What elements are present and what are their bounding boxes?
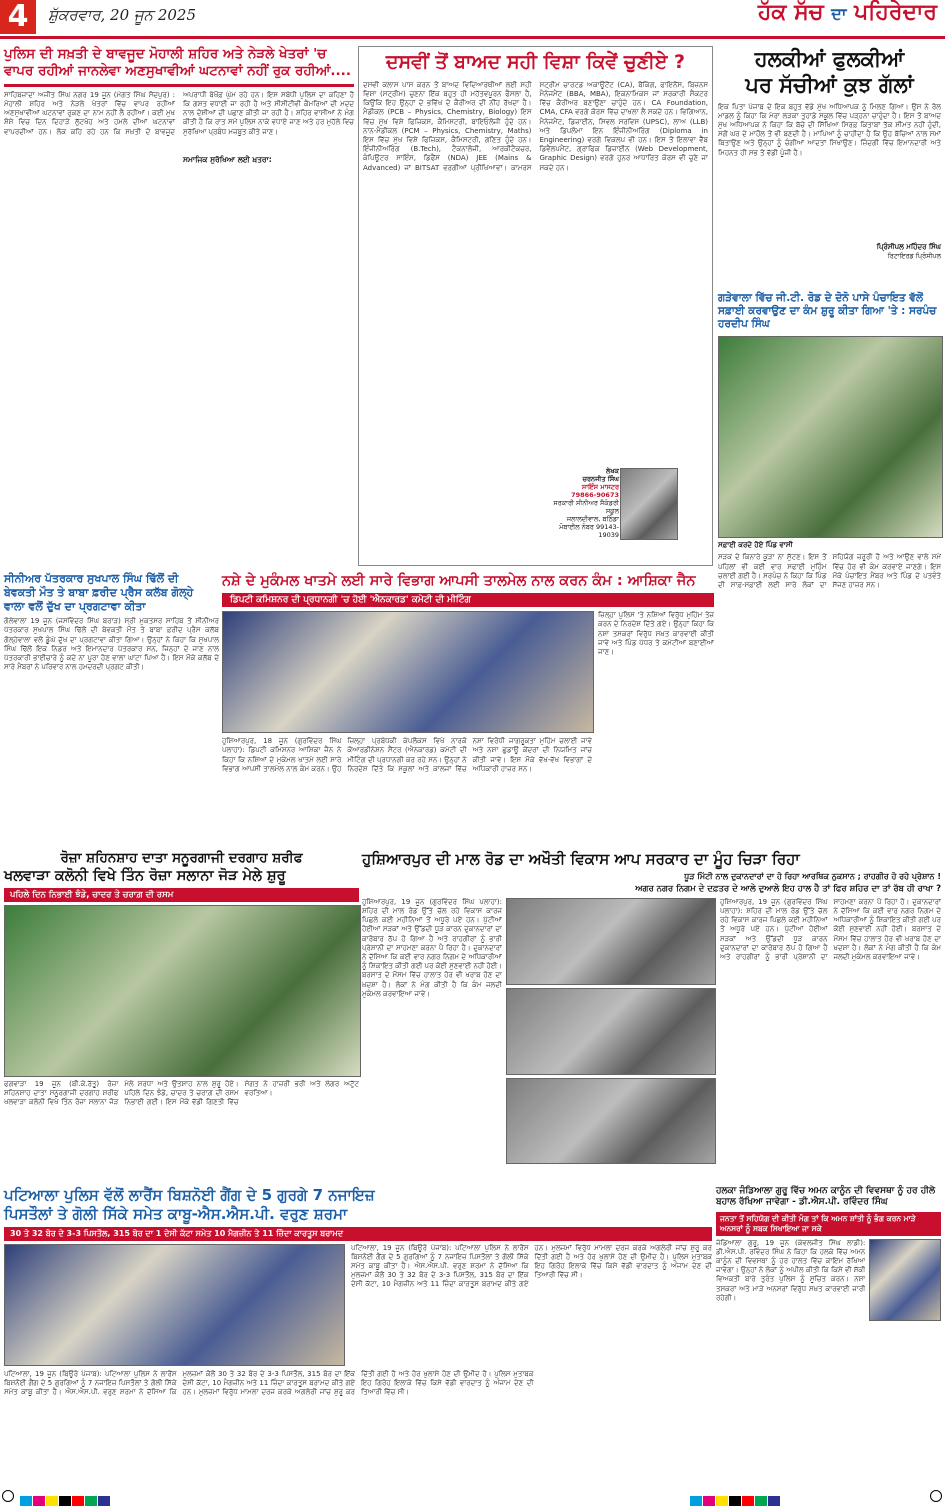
story-light: [718, 46, 941, 286]
journalist-headline-1: ਸੀਨੀਅਰ ਪੱਤਰਕਾਰ ਸੁਖਪਾਲ ਸਿੰਘ ਢਿੱਲੋਂ ਦੀ: [4, 572, 179, 585]
mallroad-photo-2: [506, 988, 716, 1075]
patiala-body: ਪਟਿਆਲਾ, 19 ਜੂਨ (ਬਿਊਰੋ ਪੰਜਾਬ): ਪਟਿਆਲਾ ਪੁਲਿਸ ਨੇ ਲਾਰੈਂਸ ਬਿਸ਼ਨੋਈ ਗੈਂਗ ਦੇ 5 ਗੁਰਗਿਆਂ ਨੂੰ 7 ਨਜਾਇਜ਼ ਪਿਸਤੌਲਾਂ ਤੇ ਗੋਲੀ ਸਿੱਕੇ ਸਮੇਤ ਕਾਬੂ ਕੀਤਾ ਹੈ। ਐਸ.ਐਸ.ਪੀ. ਵਰੁਣ ਸ਼ਰਮਾ ਨੇ ਦੱਸਿਆ ਕਿ ਮੁਲਜ਼ਮਾਂ ਕੋਲੋਂ 30 ਤੇ 32 ਬੋਰ ਦੇ 3-3 ਪਿਸਤੌਲ, 315 ਬੋਰ ਦਾ ਇੱਕ ਦੇਸੀ ਕੱਟਾ, 10 ਮੈਗਜ਼ੀਨ ਅਤੇ 11 ਜ਼ਿੰਦਾ ਕਾਰਤੂਸ ਬਰਾਮਦ ਕੀਤੇ ਗਏ ਹਨ। ਮੁਲਜ਼ਮਾਂ ਵਿਰੁੱਧ ਮਾਮਲਾ ਦਰਜ ਕਰਕੇ ਅਗਲੇਰੀ ਜਾਂਚ ਸ਼ੁਰੂ ਕਰ ਦਿੱਤੀ ਗਈ ਹੈ ਅਤੇ ਹੋਰ ਖੁਲਾਸੇ ਹੋਣ ਦੀ ਉਮੀਦ ਹੈ। ਪੁਲਿਸ ਮੁਤਾਬਕ ਇਹ ਗਿਰੋਹ ਇਲਾਕੇ ਵਿੱਚ ਕਿਸੇ ਵੱਡੀ ਵਾਰਦਾਤ ਨੂੰ ਅੰਜਾਮ ਦੇਣ ਦੀ ਤਿਆਰੀ ਵਿੱਚ ਸੀ।: [4, 1369, 534, 1396]
registration-mark-left: [2, 1490, 14, 1502]
story-police-subhead: ਸਮਾਜਿਕ ਸੁਰੱਖਿਆ ਲਈ ਖ਼ਤਰਾ:: [183, 155, 272, 164]
author-name: ਚਰਨਜੀਤ ਸਿੰਘ: [582, 475, 619, 483]
story-education-body: ਦਸਵੀਂ ਕਲਾਸ ਪਾਸ ਕਰਨ ਤੋਂ ਬਾਅਦ ਵਿਦਿਆਰਥੀਆਂ ਲਈ ਸਹੀ ਵਿਸ਼ਾ (ਸਟ੍ਰੀਮ) ਚੁਣਨਾ ਇੱਕ ਬਹੁਤ ਹੀ ਮਹੱਤਵਪੂਰਨ ਫੈਸਲਾ ਹੈ, ਕਿਉਂਕਿ ਇਹ ਉਨ੍ਹਾਂ ਦੇ ਭਵਿੱਖ ਦੇ ਕੈਰੀਅਰ ਦੀ ਨੀਂਹ ਰੱਖਦਾ ਹੈ। ਮੈਡੀਕਲ (PCB – Physics, Chemistry, Biology) ਇਸ ਵਿੱਚ ਮੁੱਖ ਵਿਸ਼ੇ ਫਿਜ਼ਿਕਸ, ਕੈਮਿਸਟਰੀ, ਬਾਇਓਲੋਜੀ ਹੁੰਦੇ ਹਨ। ਨਾਨ-ਮੈਡੀਕਲ (PCM – Physics, Chemistry, Maths) ਇਸ ਵਿੱਚ ਮੁੱਖ ਵਿਸ਼ੇ ਫਿਜ਼ਿਕਸ, ਕੈਮਿਸਟਰੀ, ਗਣਿਤ ਹੁੰਦੇ ਹਨ। ਇੰਜੀਨੀਅਰਿੰਗ (B.Tech), ਟੈਕਨਾਲੋਜੀ, ਆਰਕੀਟੈਕਚਰ, ਕੰਪਿਊਟਰ ਸਾਇੰਸ, ਡਿਫੈਂਸ (NDA) JEE (Mains & Advanced) ਜਾਂ BITSAT ਵਰਗੀਆਂ ਪ੍ਰੀਖਿਆਵਾਂ। ਕਾਮਰਸ ਸਟ੍ਰੀਮ ਚਾਰਟਡ ਅਕਾਊਂਟੈਂਟ (CA), ਬੈਂਕਿੰਗ, ਫਾਇਨੈਂਸ, ਬਿਜ਼ਨਸ ਮੈਨੇਜਮੈਂਟ (BBA, MBA), ਇਕਨਾਮਿਕਸ ਜਾਂ ਸਰਕਾਰੀ ਸੈਕਟਰ ਵਿੱਚ ਕੈਰੀਅਰ ਬਣਾਉਣਾ ਚਾਹੁੰਦੇ ਹਨ। CA Foundation, CMA, CFA ਵਰਗੇ ਕੋਰਸ ਵਿੱਚ ਦਾਖਲਾ ਲੈ ਸਕਦੇ ਹਨ। ਵਿਗਿਆਨ, ਮੈਨੇਜਮੈਂਟ, ਡਿਜ਼ਾਈਨ, ਸਿਵਲ ਸਰਵਿਸ (UPSC), ਲਾਅ (LLB) ਅਤੇ ਡਿਪਲੋਮਾ ਇਨ ਇੰਜੀਨੀਅਰਿੰਗ (Diploma in Engineering) ਵਰਗੇ ਵਿਕਲਪ ਵੀ ਹਨ। ਇਸ ਤੋਂ ਇਲਾਵਾ ਵੈੱਬ ਡਿਵੈਲਪਮੈਂਟ, ਗ੍ਰਾਫਿਕ ਡਿਜ਼ਾਈਨ (Web Development, Graphic Design) ਵਰਗੇ ਹੁਨਰ ਆਧਾਰਿਤ ਕੋਰਸ ਵੀ ਚੁਣੇ ਜਾ ਸਕਦੇ ਹਨ।: [363, 80, 708, 172]
author-mobile: ਮੋਬਾਈਲ ਨੰਬਰ 99143-19039: [559, 523, 619, 539]
issue-date: ਸ਼ੁੱਕਰਵਾਰ, 20 ਜੂਨ 2025: [48, 6, 197, 24]
story-dargah: [4, 850, 359, 1182]
journalist-headline-3: ਵਾਲਾ ਵਲੋਂ ਦੁੱਖ ਦਾ ਪ੍ਰਗਟਾਵਾ ਕੀਤਾ: [4, 599, 146, 613]
masthead-part1: ਹੱਕ ਸੱਚ: [757, 0, 824, 25]
masthead-part2: ਦਾ: [831, 4, 847, 23]
dargah-photo: [4, 905, 361, 1077]
registration-mark-right: [930, 1490, 942, 1502]
header-rule: [0, 36, 945, 39]
author-phone: 79866-90673: [571, 491, 619, 499]
story-mallroad: [362, 850, 941, 1182]
dargah-body: ਫਗਵਾੜਾ 19 ਜੂਨ (ਬੀ.ਕੇ.ਰੱਤੂ) ਰੋਜ਼ਾ ਸ਼ਹਿਨਸ਼ਾਹ ਦਾਤਾ ਸਨੂਰਗਾਜੀ ਦਰਗਾਹ ਸ਼ਰੀਫ ਖਲਵਾੜਾ ਕਲੋਨੀ ਵਿਖੇ ਤਿੰਨ ਰੋਜ਼ਾ ਸਲਾਨਾ ਜੋੜ ਮੇਲੇ ਸ਼ਰਧਾ ਅਤੇ ਉਤਸ਼ਾਹ ਨਾਲ ਸ਼ੁਰੂ ਹੋਏ। ਪਹਿਲੇ ਦਿਨ ਝੰਡੇ, ਚਾਦਰ ਤੇ ਚਰਾਗ਼ ਦੀ ਰਸਮ ਨਿਭਾਈ ਗਈ। ਇਸ ਮੌਕੇ ਵੱਡੀ ਗਿਣਤੀ ਵਿੱਚ ਸੰਗਤ ਨੇ ਹਾਜ਼ਰੀ ਭਰੀ ਅਤੇ ਲੰਗਰ ਅਟੁੱਟ ਵਰਤਿਆ।: [4, 1080, 359, 1107]
color-swatch: [703, 1496, 715, 1506]
story-light-body: ਇਕ ਪਿਤਾ ਪੰਜਾਬ ਦੇ ਇਕ ਬਹੁਤ ਵੱਡੇ ਮੁੱਖ ਅਧਿਆਪਕ ਨੂੰ ਮਿਲਣ ਗਿਆ। ਉਸ ਨੇ ਰੋਲ ਮਾਡਲ ਨੂੰ ਕਿਹਾ ਕਿ ਮੇਰਾ ਲੜਕਾ ਤੁਹਾਡੇ ਸਕੂਲ ਵਿੱਚ ਪੜ੍ਹਨਾ ਚਾਹੁੰਦਾ ਹੈ। ਇਸ ਤੋਂ ਬਾਅਦ ਮੁੱਖ ਅਧਿਆਪਕ ਨੇ ਕਿਹਾ ਕਿ ਬੱਚੇ ਦੀ ਸਿੱਖਿਆ ਸਿਰਫ਼ ਕਿਤਾਬਾਂ ਤੱਕ ਸੀਮਤ ਨਹੀਂ ਹੁੰਦੀ, ਸਗੋਂ ਘਰ ਦੇ ਮਾਹੌਲ ਤੋਂ ਵੀ ਬਣਦੀ ਹੈ। ਮਾਪਿਆਂ ਨੂੰ ਚਾਹੀਦਾ ਹੈ ਕਿ ਉਹ ਬੱਚਿਆਂ ਨਾਲ ਸਮਾਂ ਬਿਤਾਉਣ ਅਤੇ ਉਨ੍ਹਾਂ ਨੂੰ ਚੰਗੀਆਂ ਆਦਤਾਂ ਸਿਖਾਉਣ। ਜ਼ਿੰਦਗੀ ਵਿੱਚ ਇਮਾਨਦਾਰੀ ਅਤੇ ਮਿਹਨਤ ਹੀ ਸਭ ਤੋਂ ਵੱਡੀ ਪੂੰਜੀ ਹੈ।: [718, 102, 941, 157]
road-photo: [718, 336, 943, 538]
story-road-headline: ਗੜੇਵਾਲਾ ਵਿੱਚ ਜੀ.ਟੀ. ਰੋਡ ਦੇ ਦੋਨੋ ਪਾਸੇ ਪੰਚਾਇਤ ਵੱਲੋਂ ਸਫ਼ਾਈ ਕਰਵਾਉਣ ਦਾ ਕੰਮ ਸ਼ੁਰੂ ਕੀਤਾ ਗਿਆ 'ਤੇ : ਸਰਪੰਚ ਹਰਦੀਪ ਸਿੰਘ: [718, 292, 937, 331]
author-photo: [620, 468, 678, 540]
author-location: ਜਲਾਲਦੀਵਾਲ, ਬਠਿੰਡਾ: [566, 515, 619, 523]
story-kanpur: [716, 1186, 941, 1486]
color-swatch: [98, 1496, 110, 1506]
story-drugs-headline: ਨਸ਼ੇ ਦੇ ਮੁਕੰਮਲ ਖਾਤਮੇ ਲਈ ਸਾਰੇ ਵਿਭਾਗ ਆਪਸੀ ਤਾਲਮੇਲ ਨਾਲ ਕਰਨ ਕੰਮ : ਆਸ਼ਿਕਾ ਜੈਨ: [222, 573, 696, 589]
story-light-author: ਪ੍ਰਿੰਸੀਪਲ ਮਹਿੰਦਰ ਸਿੰਘ: [876, 242, 941, 251]
story-light-headline-2: ਪਰ ਸੱਚੀਆਂ ਕੁਝ ਗੱਲਾਂ: [745, 73, 914, 98]
patiala-body-top: ਪਟਿਆਲਾ, 19 ਜੂਨ (ਬਿਊਰੋ ਪੰਜਾਬ): ਪਟਿਆਲਾ ਪੁਲਿਸ ਨੇ ਲਾਰੈਂਸ ਬਿਸ਼ਨੋਈ ਗੈਂਗ ਦੇ 5 ਗੁਰਗਿਆਂ ਨੂੰ 7 ਨਜਾਇਜ਼ ਪਿਸਤੌਲਾਂ ਤੇ ਗੋਲੀ ਸਿੱਕੇ ਸਮੇਤ ਕਾਬੂ ਕੀਤਾ ਹੈ। ਐਸ.ਐਸ.ਪੀ. ਵਰੁਣ ਸ਼ਰਮਾ ਨੇ ਦੱਸਿਆ ਕਿ ਮੁਲਜ਼ਮਾਂ ਕੋਲੋਂ 30 ਤੇ 32 ਬੋਰ ਦੇ 3-3 ਪਿਸਤੌਲ, 315 ਬੋਰ ਦਾ ਇੱਕ ਦੇਸੀ ਕੱਟਾ, 10 ਮੈਗਜ਼ੀਨ ਅਤੇ 11 ਜ਼ਿੰਦਾ ਕਾਰਤੂਸ ਬਰਾਮਦ ਕੀਤੇ ਗਏ ਹਨ। ਮੁਲਜ਼ਮਾਂ ਵਿਰੁੱਧ ਮਾਮਲਾ ਦਰਜ ਕਰਕੇ ਅਗਲੇਰੀ ਜਾਂਚ ਸ਼ੁਰੂ ਕਰ ਦਿੱਤੀ ਗਈ ਹੈ ਅਤੇ ਹੋਰ ਖੁਲਾਸੇ ਹੋਣ ਦੀ ਉਮੀਦ ਹੈ। ਪੁਲਿਸ ਮੁਤਾਬਕ ਇਹ ਗਿਰੋਹ ਇਲਾਕੇ ਵਿੱਚ ਕਿਸੇ ਵੱਡੀ ਵਾਰਦਾਤ ਨੂੰ ਅੰਜਾਮ ਦੇਣ ਦੀ ਤਿਆਰੀ ਵਿੱਚ ਸੀ।: [351, 1243, 712, 1289]
story-police: [4, 46, 354, 566]
mallroad-photo-3: [506, 1078, 716, 1164]
mallroad-photo-1: [506, 898, 716, 985]
story-road: [718, 292, 941, 848]
color-swatch: [768, 1496, 780, 1506]
story-education-headline: ਦਸਵੀਂ ਤੋਂ ਬਾਅਦ ਸਹੀ ਵਿਸ਼ਾ ਕਿਵੇਂ ਚੁਣੀਏ ?: [385, 51, 686, 73]
color-swatch: [755, 1496, 767, 1506]
mallroad-body-cont: ਹੁਸ਼ਿਆਰਪੁਰ, 19 ਜੂਨ (ਗੁਰਵਿੰਦਰ ਸਿੰਘ ਪਲਾਹਾ): ਸ਼ਹਿਰ ਦੀ ਮਾਲ ਰੋਡ ਉੱਤੇ ਚੱਲ ਰਹੇ ਵਿਕਾਸ ਕਾਰਜ ਪਿਛਲੇ ਕਈ ਮਹੀਨਿਆਂ ਤੋਂ ਅਧੂਰੇ ਪਏ ਹਨ। ਪੁੱਟੀਆਂ ਹੋਈਆਂ ਸੜਕਾਂ ਅਤੇ ਉੱਡਦੀ ਧੂੜ ਕਾਰਨ ਦੁਕਾਨਦਾਰਾਂ ਦਾ ਕਾਰੋਬਾਰ ਠੱਪ ਹੋ ਗਿਆ ਹੈ ਅਤੇ ਰਾਹਗੀਰਾਂ ਨੂੰ ਭਾਰੀ ਪ੍ਰੇਸ਼ਾਨੀ ਦਾ ਸਾਹਮਣਾ ਕਰਨਾ ਪੈ ਰਿਹਾ ਹੈ। ਦੁਕਾਨਦਾਰਾਂ ਨੇ ਦੱਸਿਆ ਕਿ ਕਈ ਵਾਰ ਨਗਰ ਨਿਗਮ ਦੇ ਅਧਿਕਾਰੀਆਂ ਨੂੰ ਸ਼ਿਕਾਇਤ ਕੀਤੀ ਗਈ ਪਰ ਕੋਈ ਸੁਣਵਾਈ ਨਹੀਂ ਹੋਈ। ਬਰਸਾਤ ਦੇ ਮੌਸਮ ਵਿੱਚ ਹਾਲਾਤ ਹੋਰ ਵੀ ਖਰਾਬ ਹੋਣ ਦਾ ਖ਼ਦਸ਼ਾ ਹੈ। ਲੋਕਾਂ ਨੇ ਮੰਗ ਕੀਤੀ ਹੈ ਕਿ ਕੰਮ ਜਲਦੀ ਮੁਕੰਮਲ ਕਰਵਾਇਆ ਜਾਵੇ।: [720, 897, 941, 961]
story-drugs: [222, 572, 714, 844]
kanpur-body: ਜੰਡਿਆਲਾ ਗੁਰੂ, 19 ਜੂਨ (ਕੰਵਲਜੀਤ ਸਿੰਘ ਲਾਡੀ): ਡੀ.ਐਸ.ਪੀ. ਰਵਿੰਦਰ ਸਿੰਘ ਨੇ ਕਿਹਾ ਕਿ ਹਲਕੇ ਵਿੱਚ ਅਮਨ ਕਾਨੂੰਨ ਦੀ ਵਿਵਸਥਾ ਨੂੰ ਹਰ ਹਾਲਤ ਵਿੱਚ ਕਾਇਮ ਰੱਖਿਆ ਜਾਵੇਗਾ। ਉਨ੍ਹਾਂ ਨੇ ਲੋਕਾਂ ਨੂੰ ਅਪੀਲ ਕੀਤੀ ਕਿ ਕਿਸੇ ਵੀ ਸ਼ੱਕੀ ਵਿਅਕਤੀ ਬਾਰੇ ਤੁਰੰਤ ਪੁਲਿਸ ਨੂੰ ਸੂਚਿਤ ਕਰਨ। ਨਸ਼ਾ ਤਸਕਰਾਂ ਅਤੇ ਮਾੜੇ ਅਨਸਰਾਂ ਵਿਰੁੱਧ ਸਖ਼ਤ ਕਾਰਵਾਈ ਜਾਰੀ ਰਹੇਗੀ।: [716, 1238, 866, 1302]
divider: [4, 84, 354, 87]
color-swatch: [716, 1496, 728, 1506]
story-drugs-subhead: ਡਿਪਟੀ ਕਮਿਸ਼ਨਰ ਦੀ ਪ੍ਰਧਾਨਗੀ 'ਚ ਹੋਈ 'ਐਨਕਾਰਡ' ਕਮੇਟੀ ਦੀ ਮੀਟਿੰਗ: [222, 593, 714, 607]
story-drugs-body: ਹੁਸ਼ਿਆਰਪੁਰ, 18 ਜੂਨ (ਗੁਰਵਿੰਦਰ ਸਿੰਘ ਪਲਾਹਾ): ਡਿਪਟੀ ਕਮਿਸ਼ਨਰ ਆਸ਼ਿਕਾ ਜੈਨ ਨੇ ਕਿਹਾ ਕਿ ਨਸ਼ਿਆਂ ਦੇ ਮੁਕੰਮਲ ਖਾਤਮੇ ਲਈ ਸਾਰੇ ਵਿਭਾਗ ਆਪਸੀ ਤਾਲਮੇਲ ਨਾਲ ਕੰਮ ਕਰਨ। ਉਹ ਜ਼ਿਲ੍ਹਾ ਪ੍ਰਬੰਧਕੀ ਕੰਪਲੈਕਸ ਵਿਖੇ ਨਾਰਕੋ ਕੋਆਰਡੀਨੇਸ਼ਨ ਸੈਂਟਰ (ਐਨਕਾਰਡ) ਕਮੇਟੀ ਦੀ ਮੀਟਿੰਗ ਦੀ ਪ੍ਰਧਾਨਗੀ ਕਰ ਰਹੇ ਸਨ। ਉਨ੍ਹਾਂ ਨੇ ਨਿਰਦੇਸ਼ ਦਿੱਤੇ ਕਿ ਸਕੂਲਾਂ ਅਤੇ ਕਾਲਜਾਂ ਵਿੱਚ ਨਸ਼ਾ ਵਿਰੋਧੀ ਜਾਗਰੂਕਤਾ ਮੁਹਿੰਮ ਚਲਾਈ ਜਾਵੇ ਅਤੇ ਨਸ਼ਾ ਛੁਡਾਊ ਕੇਂਦਰਾਂ ਦੀ ਨਿਯਮਿਤ ਜਾਂਚ ਕੀਤੀ ਜਾਵੇ। ਇਸ ਮੌਕੇ ਵੱਖ-ਵੱਖ ਵਿਭਾਗਾਂ ਦੇ ਅਧਿਕਾਰੀ ਹਾਜ਼ਰ ਸਨ।: [222, 737, 592, 773]
color-swatch: [690, 1496, 702, 1506]
color-swatch: [59, 1496, 71, 1506]
meeting-photo: [222, 611, 594, 733]
color-bar-right: [690, 1491, 781, 1510]
masthead: [758, 0, 937, 25]
story-road-body: ਸੜਕ ਦੇ ਕਿਨਾਰੇ ਕੂੜਾ ਨਾ ਸੁੱਟਣ। ਇਸ ਤੋਂ ਪਹਿਲਾਂ ਵੀ ਕਈ ਵਾਰ ਸਫਾਈ ਮੁਹਿੰਮ ਚਲਾਈ ਗਈ ਹੈ। ਸਰਪੰਚ ਨੇ ਕਿਹਾ ਕਿ ਪਿੰਡ ਦੀ ਸਾਫ਼-ਸਫ਼ਾਈ ਲਈ ਸਾਰੇ ਲੋਕਾਂ ਦਾ ਸਹਿਯੋਗ ਜ਼ਰੂਰੀ ਹੈ ਅਤੇ ਆਉਣ ਵਾਲੇ ਸਮੇਂ ਵਿੱਚ ਹੋਰ ਵੀ ਕੰਮ ਕਰਵਾਏ ਜਾਣਗੇ। ਇਸ ਮੌਕੇ ਪੰਚਾਇਤ ਮੈਂਬਰ ਅਤੇ ਪਿੰਡ ਦੇ ਪਤਵੰਤੇ ਸੱਜਣ ਹਾਜ਼ਰ ਸਨ।: [718, 553, 941, 589]
color-swatch: [33, 1496, 45, 1506]
masthead-part3: ਪਹਿਰੇਦਾਰ: [854, 0, 937, 25]
story-police-headline: ਪੁਲਿਸ ਦੀ ਸਖ਼ਤੀ ਦੇ ਬਾਵਜੂਦ ਮੋਹਾਲੀ ਸ਼ਹਿਰ ਅਤੇ ਨੇੜਲੇ ਖੇਤਰਾਂ 'ਚ ਵਾਪਰ ਰਹੀਆਂ ਜਾਨਲੇਵਾ ਅਣਸੁਖਾਵੀਆਂ ਘਟਨਾਵਾਂ ਨਹੀਂ ਰੁਕ ਰਹੀਆਂ....: [4, 46, 351, 79]
color-swatch: [85, 1496, 97, 1506]
color-bar-left: [20, 1491, 111, 1510]
mallroad-sub1: ਧੂੜ ਮਿੱਟੀ ਨਾਲ ਦੁਕਾਨਦਾਰਾਂ ਦਾ ਹੋ ਰਿਹਾ ਆਰਥਿਕ ਨੁਕਸਾਨ ; ਰਾਹਗੀਰ ਹੋ ਰਹੇ ਪ੍ਰੇਸ਼ਾਨ !: [684, 871, 941, 881]
mallroad-sub2: ਅਗਰ ਨਗਰ ਨਿਗਮ ਦੇ ਦਫ਼ਤਰ ਦੇ ਆਲੇ ਦੁਆਲੇ ਇਹ ਹਾਲ ਹੈ ਤਾਂ ਫਿਰ ਸ਼ਹਿਰ ਦਾ ਤਾਂ ਰੱਬ ਹੀ ਰਾਖਾ ?: [635, 883, 941, 894]
dsp-photo: [869, 1239, 941, 1321]
mallroad-body: ਹੁਸ਼ਿਆਰਪੁਰ, 19 ਜੂਨ (ਗੁਰਵਿੰਦਰ ਸਿੰਘ ਪਲਾਹਾ): ਸ਼ਹਿਰ ਦੀ ਮਾਲ ਰੋਡ ਉੱਤੇ ਚੱਲ ਰਹੇ ਵਿਕਾਸ ਕਾਰਜ ਪਿਛਲੇ ਕਈ ਮਹੀਨਿਆਂ ਤੋਂ ਅਧੂਰੇ ਪਏ ਹਨ। ਪੁੱਟੀਆਂ ਹੋਈਆਂ ਸੜਕਾਂ ਅਤੇ ਉੱਡਦੀ ਧੂੜ ਕਾਰਨ ਦੁਕਾਨਦਾਰਾਂ ਦਾ ਕਾਰੋਬਾਰ ਠੱਪ ਹੋ ਗਿਆ ਹੈ ਅਤੇ ਰਾਹਗੀਰਾਂ ਨੂੰ ਭਾਰੀ ਪ੍ਰੇਸ਼ਾਨੀ ਦਾ ਸਾਹਮਣਾ ਕਰਨਾ ਪੈ ਰਿਹਾ ਹੈ। ਦੁਕਾਨਦਾਰਾਂ ਨੇ ਦੱਸਿਆ ਕਿ ਕਈ ਵਾਰ ਨਗਰ ਨਿਗਮ ਦੇ ਅਧਿਕਾਰੀਆਂ ਨੂੰ ਸ਼ਿਕਾਇਤ ਕੀਤੀ ਗਈ ਪਰ ਕੋਈ ਸੁਣਵਾਈ ਨਹੀਂ ਹੋਈ। ਬਰਸਾਤ ਦੇ ਮੌਸਮ ਵਿੱਚ ਹਾਲਾਤ ਹੋਰ ਵੀ ਖਰਾਬ ਹੋਣ ਦਾ ਖ਼ਦਸ਼ਾ ਹੈ। ਲੋਕਾਂ ਨੇ ਮੰਗ ਕੀਤੀ ਹੈ ਕਿ ਕੰਮ ਜਲਦੀ ਮੁਕੰਮਲ ਕਰਵਾਇਆ ਜਾਵੇ।: [362, 897, 502, 998]
story-patiala: [4, 1186, 712, 1486]
page-number: 4: [0, 0, 36, 34]
color-swatch: [20, 1496, 32, 1506]
author-school: ਸਰਕਾਰੀ ਸੀਨੀਅਰ ਸੈਕੰਡਰੀ ਸਕੂਲ: [553, 499, 619, 515]
story-light-headline-1: ਹਲਕੀਆਂ ਫੁਲਕੀਆਂ: [754, 47, 905, 71]
patiala-photo: [4, 1244, 345, 1366]
color-swatch: [72, 1496, 84, 1506]
author-role: ਸਾਇੰਸ ਮਾਸਟਰ: [581, 483, 619, 491]
dargah-subhead: ਪਹਿਲੇ ਦਿਨ ਨਿਭਾਈ ਝੰਡੇ, ਚਾਦਰ ਤੇ ਚਰਾਗ਼ ਦੀ ਰਸਮ: [4, 888, 359, 902]
patiala-headline-2: ਪਿਸਤੌਲਾਂ ਤੇ ਗੋਲੀ ਸਿੱਕੇ ਸਮੇਤ ਕਾਬੂ-ਐਸ.ਐਸ.ਪੀ. ਵਰੁਣ ਸ਼ਰਮਾ: [4, 1204, 348, 1223]
road-caption: ਸਫ਼ਾਈ ਕਰਦੇ ਹੋਏ ਪਿੰਡ ਵਾਸੀ: [718, 541, 793, 550]
patiala-banner: 30 ਤੇ 32 ਬੋਰ ਦੇ 3-3 ਪਿਸਤੌਲ, 315 ਬੋਰ ਦਾ 1 ਦੇਸੀ ਕੱਟਾ ਸਮੇਤ 10 ਮੈਗਜ਼ੀਨ ਤੇ 11 ਜ਼ਿੰਦਾ ਕਾਰਤੂਸ ਬਰਾਮਦ: [4, 1227, 712, 1241]
color-swatch: [729, 1496, 741, 1506]
author-label: ਲੇਖਕ: [606, 467, 619, 475]
kanpur-headline: ਹਲਕਾ ਜੰਡਿਆਲਾ ਗੁਰੂ ਵਿੱਚ ਅਮਨ ਕਾਨੂੰਨ ਦੀ ਵਿਵਸਥਾ ਨੂੰ ਹਰ ਹੀਲੇ ਬਹਾਲ ਰੱਖਿਆ ਜਾਵੇਗਾ - ਡੀ.ਐਸ.ਪੀ. ਰਵਿੰਦਰ ਸਿੰਘ: [716, 1186, 936, 1208]
color-swatch: [742, 1496, 754, 1506]
patiala-headline-1: ਪਟਿਆਲਾ ਪੁਲਿਸ ਵੱਲੋਂ ਲਾਰੈਂਸ ਬਿਸ਼ਨੋਈ ਗੈਂਗ ਦੇ 5 ਗੁਰਗੇ 7 ਨਜਾਇਜ਼: [4, 1186, 375, 1204]
dargah-headline-1: ਰੋਜ਼ਾ ਸ਼ਹਿਨਸ਼ਾਹ ਦਾਤਾ ਸਨੂਰਗਾਜੀ ਦਰਗਾਹ ਸ਼ਰੀਫ: [60, 850, 303, 866]
story-light-author-note: ਰਿਟਾਇਰਡ ਪ੍ਰਿੰਸੀਪਲ: [887, 251, 941, 260]
color-swatch: [46, 1496, 58, 1506]
story-police-body: ਸਾਹਿਬਜ਼ਾਦਾ ਅਜੀਤ ਸਿੰਘ ਨਗਰ 19 ਜੂਨ (ਮੰਗਤ ਸਿੰਘ ਸੈਦਪੁਰ) : ਮੋਹਾਲੀ ਸ਼ਹਿਰ ਅਤੇ ਨੇੜਲੇ ਖੇਤਰਾਂ ਵਿੱਚ ਵਾਪਰ ਰਹੀਆਂ ਅਣਸੁਖਾਵੀਆਂ ਘਟਨਾਵਾਂ ਰੁਕਣ ਦਾ ਨਾਮ ਨਹੀਂ ਲੈ ਰਹੀਆਂ। ਕਈ ਮੁਖ ਸ਼ੋਸ਼ੇ ਵਿਚ ਦਿਨ ਦਿਹਾੜੇ ਲੁੱਟਖੋਹ ਅਤੇ ਹਮਲੇ ਦੀਆਂ ਘਟਨਾਵਾਂ ਵਾਪਰਦੀਆਂ ਹਨ। ਲੋਕ ਕਹਿ ਰਹੇ ਹਨ ਕਿ ਸਖ਼ਤੀ ਦੇ ਬਾਵਜੂਦ ਅਪਰਾਧੀ ਬੇਖੌਫ਼ ਘੁੰਮ ਰਹੇ ਹਨ। ਇਸ ਸਬੰਧੀ ਪੁਲਿਸ ਦਾ ਕਹਿਣਾ ਹੈ ਕਿ ਗਸ਼ਤ ਵਧਾਈ ਜਾ ਰਹੀ ਹੈ ਅਤੇ ਸੀਸੀਟੀਵੀ ਕੈਮਰਿਆਂ ਦੀ ਮਦਦ ਨਾਲ ਦੋਸ਼ੀਆਂ ਦੀ ਪਛਾਣ ਕੀਤੀ ਜਾ ਰਹੀ ਹੈ। ਸ਼ਹਿਰ ਵਾਸੀਆਂ ਨੇ ਮੰਗ ਕੀਤੀ ਹੈ ਕਿ ਰਾਤ ਸਮੇਂ ਪੁਲਿਸ ਨਾਕੇ ਵਧਾਏ ਜਾਣ ਅਤੇ ਹਰ ਮੁਹੱਲੇ ਵਿਚ ਸੁਰੱਖਿਆ ਪ੍ਰਬੰਧ ਮਜ਼ਬੂਤ ਕੀਤੇ ਜਾਣ।: [4, 90, 354, 136]
mallroad-headline: ਹੁਸ਼ਿਆਰਪੁਰ ਦੀ ਮਾਲ ਰੋਡ ਦਾ ਅਖੌਤੀ ਵਿਕਾਸ ਆਪ ਸਰਕਾਰ ਦਾ ਮੂੰਹ ਚਿੜਾ ਰਿਹਾ: [362, 850, 800, 868]
journalist-headline-2: ਬੇਵਕਤੀ ਮੌਤ ਤੇ ਬਾਬਾ ਫ਼ਰੀਦ ਪ੍ਰੈਸ ਕਲੱਬ ਗੋਲ੍ਹੇ: [4, 585, 194, 599]
journalist-body: ਗੋਲੇਵਾਲਾ 19 ਜੂਨ (ਜਸਵਿੰਦਰ ਸਿੰਘ ਬਰਾੜ) ਸ੍ਰੀ ਮੁਕਤਸਰ ਸਾਹਿਬ ਤੋਂ ਸੀਨੀਅਰ ਪੱਤਰਕਾਰ ਸੁਖਪਾਲ ਸਿੰਘ ਢਿੱਲੋਂ ਦੀ ਬੇਵਕਤੀ ਮੌਤ ਤੇ ਬਾਬਾ ਫ਼ਰੀਦ ਪ੍ਰੈਸ ਕਲੱਬ ਗੋਲ੍ਹੇਵਾਲਾ ਵਲੋਂ ਡੂੰਘੇ ਦੁੱਖ ਦਾ ਪ੍ਰਗਟਾਵਾ ਕੀਤਾ ਗਿਆ। ਉਨ੍ਹਾਂ ਨੇ ਕਿਹਾ ਕਿ ਸੁਖਪਾਲ ਸਿੰਘ ਢਿੱਲੋਂ ਇਕ ਨਿਡਰ ਅਤੇ ਇਮਾਨਦਾਰ ਪੱਤਰਕਾਰ ਸਨ, ਜਿਨ੍ਹਾਂ ਦੇ ਜਾਣ ਨਾਲ ਪੱਤਰਕਾਰੀ ਭਾਈਚਾਰੇ ਨੂੰ ਕਦੇ ਨਾ ਪੂਰਾ ਹੋਣ ਵਾਲਾ ਘਾਟਾ ਪਿਆ ਹੈ। ਇਸ ਮੌਕੇ ਕਲੱਬ ਦੇ ਸਾਰੇ ਮੈਂਬਰਾਂ ਨੇ ਪਰਿਵਾਰ ਨਾਲ ਹਮਦਰਦੀ ਪ੍ਰਗਟ ਕੀਤੀ।: [4, 617, 219, 672]
story-journalist: [4, 572, 219, 840]
kanpur-subhead: ਜਨਤਾ ਤੋਂ ਸਹਿਯੋਗ ਦੀ ਕੀਤੀ ਮੰਗ ਤਾਂ ਕਿ ਅਮਨ ਸ਼ਾਂਤੀ ਨੂੰ ਭੰਗ ਕਰਨ ਮਾੜੇ ਅਨਸਰਾਂ ਨੂੰ ਸਬਕ ਸਿਖਾਇਆ ਜਾ ਸਕੇ: [716, 1212, 941, 1236]
author-box: [545, 467, 619, 539]
story-drugs-right-body: ਜ਼ਿਲ੍ਹਾ ਪੁਲਿਸ 'ਤੇ ਨਸ਼ਿਆਂ ਵਿਰੁੱਧ ਮੁਹਿੰਮ ਤੇਜ਼ ਕਰਨ ਦੇ ਨਿਰਦੇਸ਼ ਦਿੱਤੇ ਗਏ। ਉਨ੍ਹਾਂ ਕਿਹਾ ਕਿ ਨਸ਼ਾ ਤਸਕਰਾਂ ਵਿਰੁੱਧ ਸਖ਼ਤ ਕਾਰਵਾਈ ਕੀਤੀ ਜਾਵੇ ਅਤੇ ਪਿੰਡ ਪੱਧਰ ਤੇ ਕਮੇਟੀਆਂ ਬਣਾਈਆਂ ਜਾਣ।: [598, 611, 714, 656]
dargah-headline-2: ਖਲਵਾੜਾ ਕਲੋਨੀ ਵਿਖੇ ਤਿੰਨ ਰੋਜ਼ਾ ਸਲਾਨਾ ਜੋੜ ਮੇਲੇ ਸ਼ੁਰੂ: [4, 867, 286, 884]
